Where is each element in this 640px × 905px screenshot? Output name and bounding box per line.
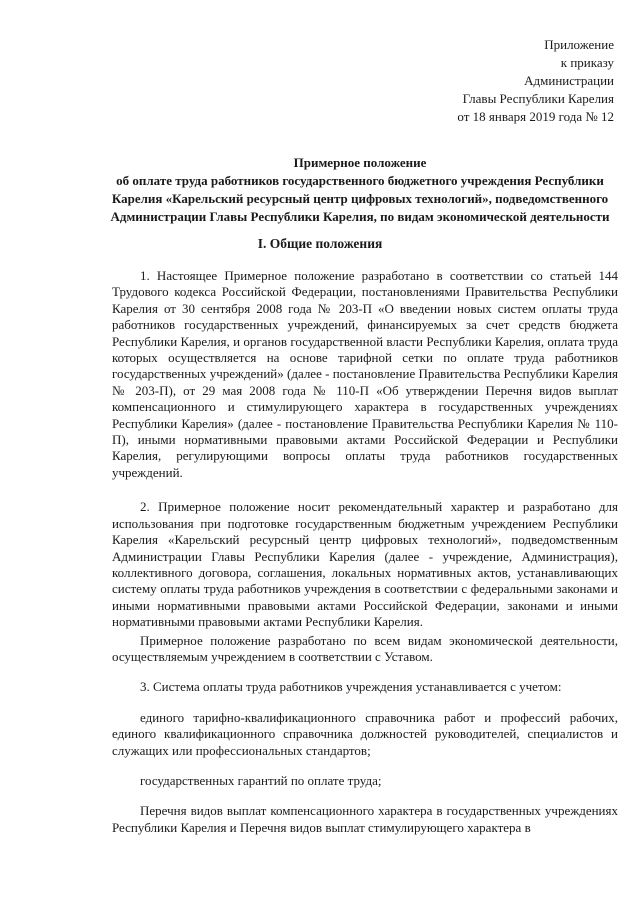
header-line: Приложение	[544, 37, 614, 52]
section-heading: I. Общие положения	[257, 236, 383, 251]
header-line: к приказу	[560, 55, 614, 70]
list-item: единого тарифно-квалификационного справочника работ и профессий рабочих, единого квалификационного справочника должностей руководителей, специалистов и служащих или профессиональных стандартов;	[112, 709, 618, 758]
title-line: Примерное положение	[293, 155, 427, 170]
document-body	[112, 268, 618, 836]
paragraph-2: 2. Примерное положение носит рекомендательный характер и разработано для использования при подготовке государственным бюджетным учреждением Республики Карелия «Карельский ресурсный центр цифровых технологий», подведомственным Администрации Главы Республики Карелия (далее - учреждение, Администрация), коллективного договора, соглашения, локальных нормативных актов, устанавливающих систему оплаты труда работников учреждения в соответствии с федеральными законами и иными нормативными правовыми актами Российской Федерации, законами и иными нормативными правовыми актами Республики Карелия.	[112, 499, 618, 630]
list-item: Перечня видов выплат компенсационного характера в государственных учреждениях Республики Карелия и Перечня видов выплат стимулирующего характера в	[112, 803, 618, 835]
paragraph-3: 3. Система оплаты труда работников учреждения устанавливается с учетом:	[140, 679, 562, 695]
document-title	[100, 154, 620, 226]
header-line: Администрации	[524, 73, 614, 88]
list-item: государственных гарантий по оплате труда;	[140, 772, 382, 788]
title-line: об оплате труда работников государственного бюджетного учреждения Республики	[116, 173, 604, 188]
paragraph-2-note: Примерное положение разработано по всем видам экономической деятельности, осуществляемым учреждением в соответствии с Уставом.	[112, 632, 618, 664]
approval-header	[457, 36, 614, 126]
title-line: Карелия «Карельский ресурсный центр цифровых технологий», подведомственного	[111, 191, 609, 206]
header-line: Главы Республики Карелия	[462, 91, 614, 106]
title-line: Администрации Главы Республики Карелия, по видам экономической деятельности	[110, 209, 610, 224]
header-line: от 18 января 2019 года № 12	[457, 109, 614, 124]
paragraph-1: 1. Настоящее Примерное положение разработано в соответствии со статьей 144 Трудового кодекса Российской Федерации, постановлениями Правительства Республики Карелия от 30 сентября 2008 года № 203-П «О введении новых систем оплаты труда работников государственных учреждений, финансируемых за счет средств бюджета Республики Карелия, и органов государственной власти Республики Карелия, оплата труда которых осуществляется на основе тарифной сетки по оплате труда работников государственных учреждений» (далее - постановление Правительства Республики Карелия № 203-П), от 29 мая 2008 года № 110-П «Об утверждении Перечня видов выплат компенсационного и стимулирующего характера в государственных учреждениях Республики Карелия» (далее - постановление Правительства Республики Карелия № 110-П), иными нормативными правовыми актами Российской Федерации и Республики Карелия, регулирующими вопросы оплаты труда работников государственных учреждений.	[112, 268, 618, 480]
